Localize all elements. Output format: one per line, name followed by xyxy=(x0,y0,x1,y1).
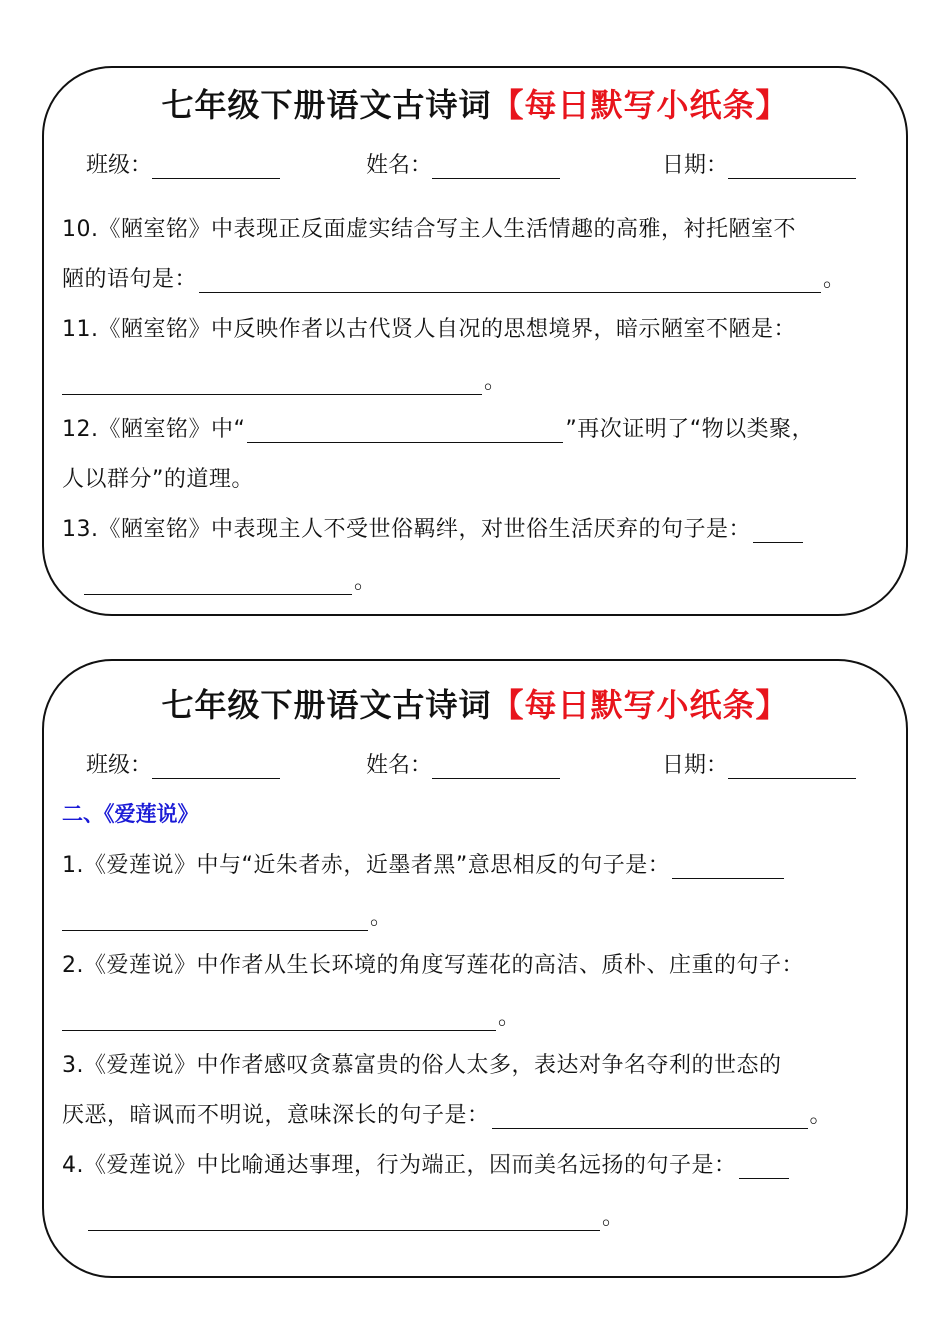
answer-blank[interactable] xyxy=(672,856,784,879)
question-1-line-2: 。 xyxy=(62,900,393,931)
question-2-line-2: 。 xyxy=(62,1000,521,1031)
answer-blank[interactable] xyxy=(247,420,563,443)
question-10-line-2: 陋的语句是： 。 xyxy=(62,267,846,292)
question-12-line-2: 人以群分”的道理。 xyxy=(62,467,254,492)
title-main: 七年级下册语文古诗词 xyxy=(161,86,492,124)
answer-blank[interactable] xyxy=(753,520,803,543)
question-3-line-1: 3.《爱莲说》中作者感叹贪慕富贵的俗人太多，表达对争名夺利的世态的 xyxy=(62,1053,782,1078)
title-accent: 【每日默写小纸条】 xyxy=(491,86,789,124)
name-field-2[interactable]: 姓名： xyxy=(366,748,560,779)
date-blank[interactable] xyxy=(728,156,856,179)
name-field-1[interactable]: 姓名： xyxy=(366,148,560,179)
question-2-line-1: 2.《爱莲说》中作者从生长环境的角度写莲花的高洁、质朴、庄重的句子： xyxy=(62,953,804,978)
question-12-line-1: 12.《陋室铭》中“ ”再次证明了“物以类聚， xyxy=(62,417,815,442)
date-blank[interactable] xyxy=(728,756,856,779)
answer-blank[interactable] xyxy=(84,572,352,595)
worksheet-title-1 xyxy=(0,80,950,126)
question-11-line-1: 11.《陋室铭》中反映作者以古代贤人自况的思想境界，暗示陋室不陋是： xyxy=(62,317,796,342)
class-blank[interactable] xyxy=(152,756,280,779)
date-field-1[interactable]: 日期： xyxy=(662,148,856,179)
name-blank[interactable] xyxy=(432,156,560,179)
answer-blank[interactable] xyxy=(62,1008,496,1031)
answer-blank[interactable] xyxy=(739,1156,789,1179)
name-blank[interactable] xyxy=(432,756,560,779)
title-main: 七年级下册语文古诗词 xyxy=(161,686,492,724)
section-heading: 二、《爱莲说》 xyxy=(62,802,199,826)
class-blank[interactable] xyxy=(152,156,280,179)
answer-blank[interactable] xyxy=(88,1208,600,1231)
question-4-line-2: 。 xyxy=(88,1200,625,1231)
answer-blank[interactable] xyxy=(492,1106,808,1129)
question-1-line-1: 1.《爱莲说》中与“近朱者赤，近墨者黑”意思相反的句子是： xyxy=(62,848,786,879)
date-field-2[interactable]: 日期： xyxy=(662,748,856,779)
answer-blank[interactable] xyxy=(62,908,368,931)
class-field-2[interactable]: 班级： xyxy=(86,748,280,779)
answer-blank[interactable] xyxy=(62,372,482,395)
class-field-1[interactable]: 班级： xyxy=(86,148,280,179)
question-10-line-1: 10.《陋室铭》中表现正反面虚实结合写主人生活情趣的高雅，衬托陋室不 xyxy=(62,217,796,242)
question-11-line-2: 。 xyxy=(62,364,507,395)
title-accent: 【每日默写小纸条】 xyxy=(491,686,789,724)
question-3-line-2: 厌恶，暗讽而不明说，意味深长的句子是： 。 xyxy=(62,1103,833,1128)
question-13-line-2: 。 xyxy=(84,564,377,595)
question-4-line-1: 4.《爱莲说》中比喻通达事理，行为端正，因而美名远扬的句子是： xyxy=(62,1148,791,1179)
worksheet-title-2 xyxy=(0,680,950,726)
question-13-line-1: 13.《陋室铭》中表现主人不受世俗羁绊，对世俗生活厌弃的句子是： xyxy=(62,512,805,543)
answer-blank[interactable] xyxy=(199,270,821,293)
